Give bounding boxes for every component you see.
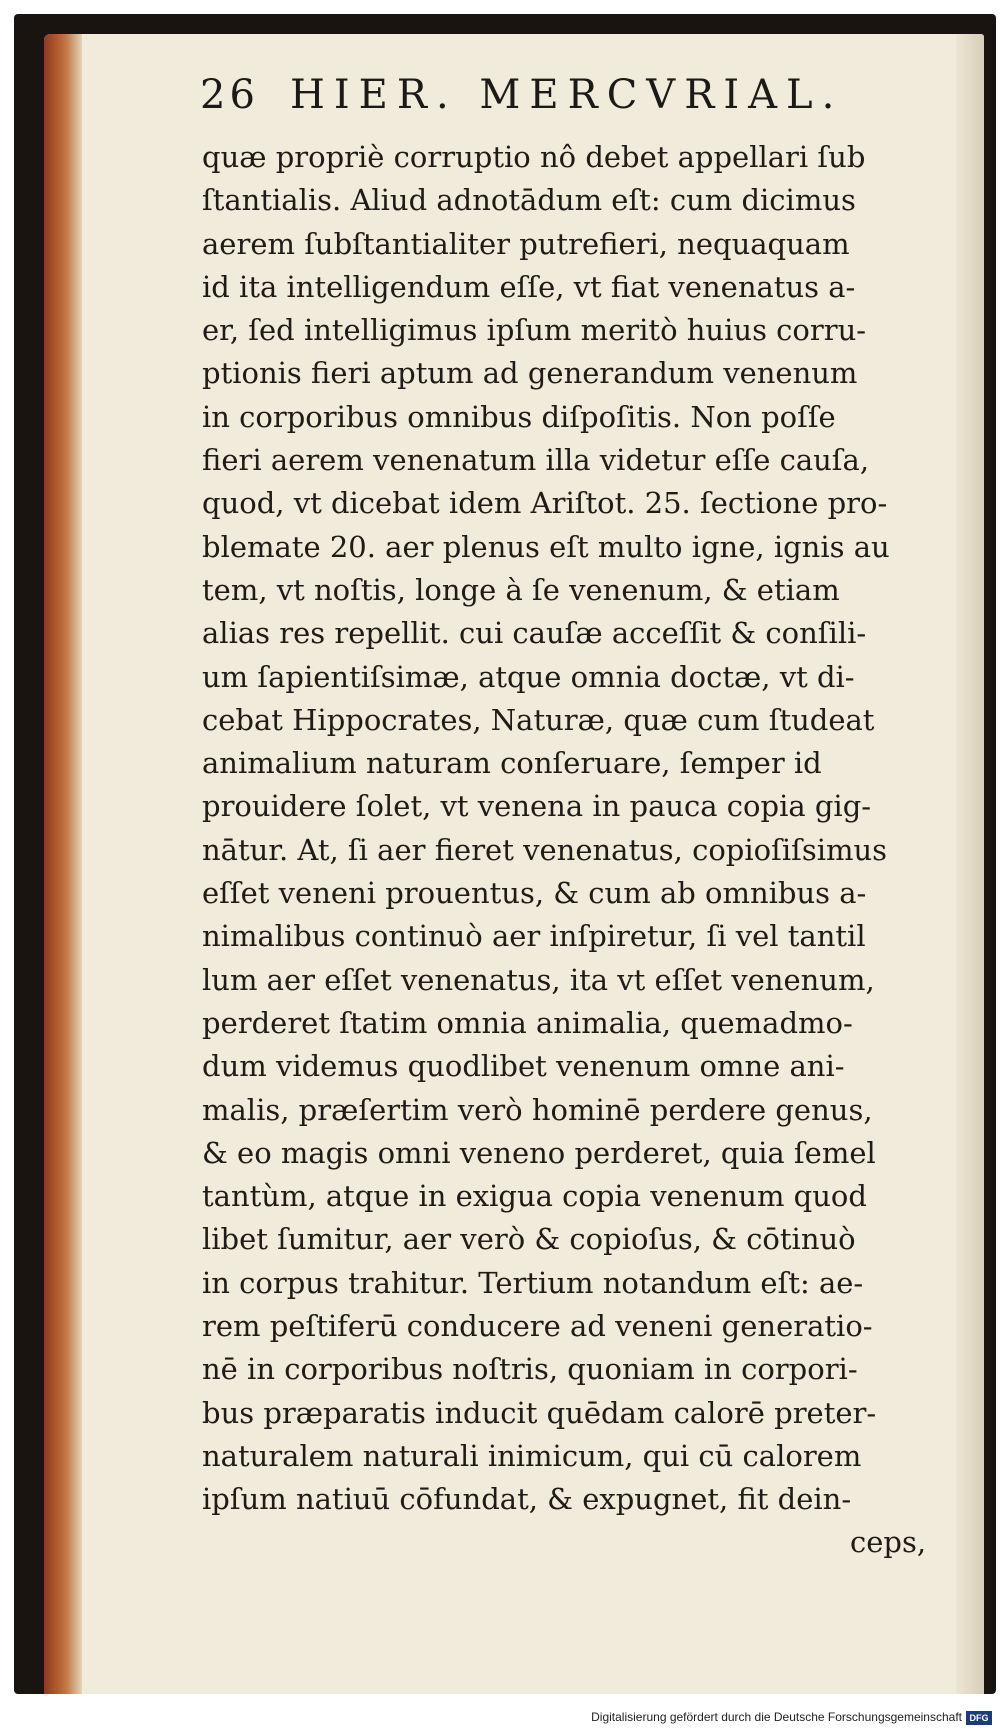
page-fore-edge xyxy=(956,34,984,1702)
text-line: dum videmus quodlibet venenum omne ani- xyxy=(202,1049,845,1084)
text-line: nē in corporibus noſtris, quoniam in corpori- xyxy=(202,1352,858,1387)
text-line: quæ propriè corruptio nô debet appellari ſub xyxy=(202,140,866,174)
text-line: prouidere ſolet, vt venena in pauca copia gig- xyxy=(202,789,872,824)
footer-strip xyxy=(0,1694,1000,1730)
body-text xyxy=(202,136,932,1522)
text-line: nātur. At, ſi aer fieret venenatus, copioſiſsimus xyxy=(202,832,888,867)
text-line: alias res repellit. cui cauſæ acceſſit & conſili- xyxy=(202,616,867,651)
text-line: libet ſumitur, aer verò & copioſus, & cōtinuò xyxy=(202,1222,856,1257)
dfg-logo-icon: DFG xyxy=(966,1711,992,1725)
text-line: tantùm, atque in exigua copia venenum quod xyxy=(202,1179,867,1214)
text-line: fieri aerem venenatum illa videtur eſſe cauſa, xyxy=(202,443,870,478)
text-line: nimalibus continuò aer inſpiretur, ſi vel tantil xyxy=(202,919,866,954)
page-header xyxy=(200,72,880,132)
text-line: tem, vt noſtis, longe à ſe venenum, & etiam xyxy=(202,572,840,607)
text-line: id ita intelligendum eſſe, vt fiat venenatus a- xyxy=(202,269,856,304)
page-number: 26 xyxy=(200,72,259,118)
text-line: in corpus trahitur. Tertium notandum eſt: ae- xyxy=(202,1265,864,1300)
text-line: lum aer eſſet venenatus, ita vt eſſet venenum, xyxy=(202,962,875,997)
text-line: & eo magis omni veneno perderet, quia ſemel xyxy=(202,1135,876,1170)
text-line: rem peſtiferū conducere ad veneni generatio- xyxy=(202,1309,873,1344)
text-line: ipſum natiuū cōfundat, & expugnet, fit dein- xyxy=(202,1482,852,1517)
book-spine-edge xyxy=(44,34,82,1702)
text-line: in corporibus omnibus diſpoſitis. Non poſſe xyxy=(202,399,836,434)
text-line: er, ſed intelligimus ipſum meritò huius corru- xyxy=(202,313,867,348)
text-line: animalium naturam conſeruare, ſemper id xyxy=(202,746,822,781)
catchword: ceps, xyxy=(850,1525,927,1559)
text-line: aerem ſubſtantialiter putrefieri, nequaquam xyxy=(202,226,850,261)
text-line: naturalem naturali inimicum, qui cū calorem xyxy=(202,1438,862,1473)
text-line: eſſet veneni prouentus, & cum ab omnibus a- xyxy=(202,876,867,911)
text-line: quod, vt dicebat idem Ariſtot. 25. ſectione pro- xyxy=(202,486,888,521)
digitization-credit: Digitalisierung gefördert durch die Deutsche Forschungsgemeinschaft xyxy=(591,1710,962,1724)
text-line: um ſapientiſsimæ, atque omnia doctæ, vt di- xyxy=(202,659,855,694)
text-line: ſtantialis. Aliud adnotādum eſt: cum dicimus xyxy=(202,183,856,218)
text-line: bus præparatis inducit quēdam calorē preter- xyxy=(202,1395,877,1430)
running-title: HIER. MERCVRIAL. xyxy=(290,72,844,118)
text-line: perderet ſtatim omnia animalia, quemadmo- xyxy=(202,1005,853,1040)
text-line: blemate 20. aer plenus eſt multo igne, ignis au xyxy=(202,529,890,564)
text-line: ptionis fieri aptum ad generandum venenum xyxy=(202,356,858,391)
text-line: malis, præſertim verò hominē perdere genus, xyxy=(202,1092,873,1127)
text-line: cebat Hippocrates, Naturæ, quæ cum ſtudeat xyxy=(202,702,875,737)
